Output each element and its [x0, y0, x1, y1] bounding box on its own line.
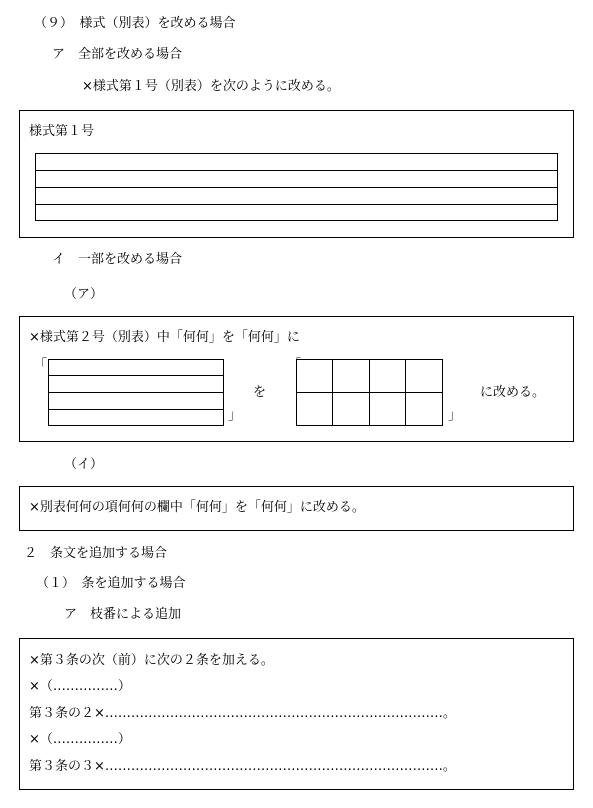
form2-amendment-text: ×様式第２号（別表）中「何何」を「何何」に: [29, 330, 300, 345]
section-heading-9: （９） 様式（別表）を改める場合: [34, 16, 236, 31]
before-table-rule: [49, 392, 223, 393]
amendment-instruction-form1: ×様式第１号（別表）を次のように改める。: [82, 79, 340, 94]
bracket-open: 「: [288, 358, 302, 373]
before-table-rule: [49, 409, 223, 410]
form1-table-rule: [36, 204, 557, 205]
particle-wo: を: [253, 385, 267, 400]
bracket-close: 」: [228, 408, 242, 423]
article-addition-line: 第３条の２×……………………………………………………………………。: [29, 706, 456, 721]
after-grid-rule: [405, 360, 406, 425]
article-addition-box: [19, 638, 574, 790]
bracket-open: 「: [34, 358, 48, 373]
form1-table-rule: [36, 170, 557, 171]
after-grid: [296, 359, 443, 426]
article-addition-line: 第３条の３×……………………………………………………………………。: [29, 759, 456, 774]
case-label-a: （ア）: [64, 287, 104, 302]
appendix-amendment-box: [19, 486, 574, 531]
subheading-full-amendment: ア 全部を改める場合: [52, 47, 183, 62]
article-addition-line: ×第３条の次（前）に次の２条を加える。: [29, 653, 274, 668]
section-heading-2: ２ 条文を追加する場合: [24, 546, 168, 561]
subheading-partial-amendment: イ 一部を改める場合: [52, 252, 183, 267]
section-heading-1: （１） 条を追加する場合: [36, 576, 186, 591]
article-addition-line: ×（……………）: [29, 732, 131, 747]
before-table-rule: [49, 375, 223, 376]
subheading-branch-number: ア 枝番による追加: [64, 607, 182, 622]
form1-box: [19, 110, 574, 238]
form1-table: [35, 153, 558, 221]
kaimeru-text: に改める。: [480, 385, 546, 400]
form1-table-rule: [36, 187, 557, 188]
appendix-amendment-text: ×別表何何の項何何の欄中「何何」を「何何」に改める。: [29, 500, 365, 515]
case-label-i: （イ）: [64, 457, 104, 472]
article-addition-line: ×（……………）: [29, 679, 131, 694]
form2-amendment-box: [19, 316, 574, 442]
after-grid-rule: [332, 360, 333, 425]
before-table: [48, 359, 224, 426]
form1-title: 様式第１号: [29, 124, 95, 139]
bracket-close: 」: [448, 408, 462, 423]
after-grid-rule: [369, 360, 370, 425]
